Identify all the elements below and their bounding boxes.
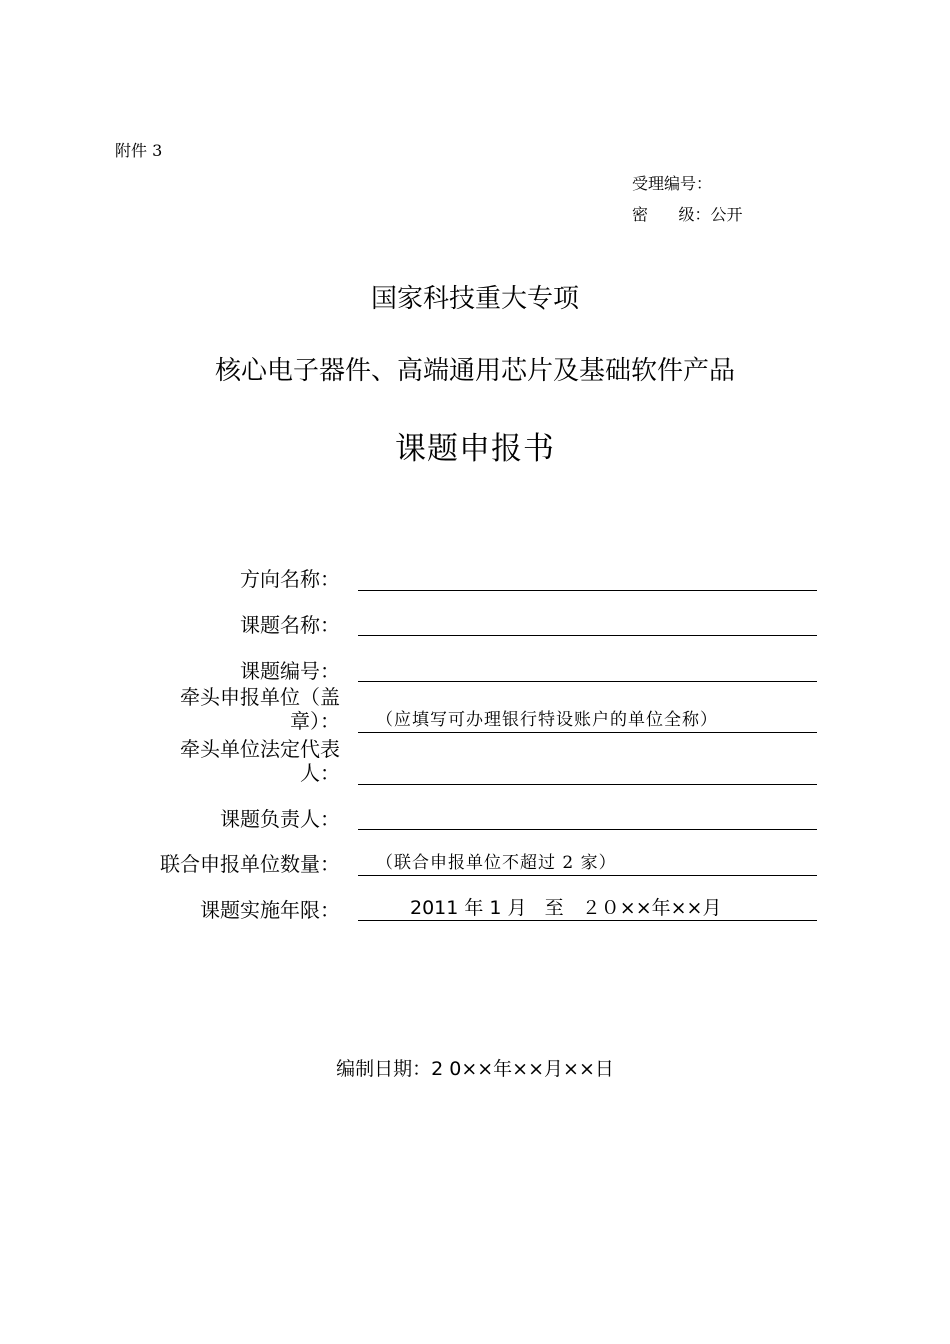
topic-number-field[interactable] bbox=[358, 657, 817, 682]
joint-count-hint: （联合申报单位不超过 2 家） bbox=[376, 853, 617, 873]
lead-unit-label-line2: 章）： bbox=[290, 709, 340, 733]
lead-unit-label-line1: 牵头申报单位（盖 bbox=[180, 685, 340, 709]
program-title: 国家科技重大专项 bbox=[370, 284, 579, 314]
direction-label: 方向名称： bbox=[240, 567, 340, 591]
topic-name-label: 课题名称： bbox=[240, 613, 340, 637]
topic-number-label: 课题编号： bbox=[240, 659, 340, 683]
document-title: 课题申报书 bbox=[395, 431, 555, 467]
lead-unit-field[interactable] bbox=[358, 708, 817, 733]
topic-name-field[interactable] bbox=[358, 611, 817, 636]
leader-field[interactable] bbox=[358, 805, 817, 830]
secrecy-level: 密 级：公开 bbox=[632, 205, 743, 224]
leader-label: 课题负责人： bbox=[220, 807, 340, 831]
acceptance-number-label: 受理编号： bbox=[632, 174, 713, 193]
period-field[interactable] bbox=[358, 896, 817, 921]
legal-rep-label-line1: 牵头单位法定代表 bbox=[180, 737, 340, 761]
joint-count-label: 联合申报单位数量： bbox=[160, 852, 340, 876]
joint-count-field[interactable] bbox=[358, 851, 817, 876]
period-value: 2011 年 1 月 至 ２０××年××月 bbox=[410, 897, 722, 919]
lead-unit-hint: （应填写可办理银行特设账户的单位全称） bbox=[376, 710, 718, 730]
compile-date: 编制日期：2 0××年××月××日 bbox=[336, 1058, 614, 1080]
legal-rep-label-line2: 人： bbox=[300, 761, 340, 785]
direction-field[interactable] bbox=[358, 566, 817, 591]
legal-rep-field[interactable] bbox=[358, 760, 817, 785]
period-label: 课题实施年限： bbox=[200, 898, 340, 922]
attachment-label: 附件 3 bbox=[115, 141, 163, 160]
program-subtitle: 核心电子器件、高端通用芯片及基础软件产品 bbox=[214, 356, 735, 386]
